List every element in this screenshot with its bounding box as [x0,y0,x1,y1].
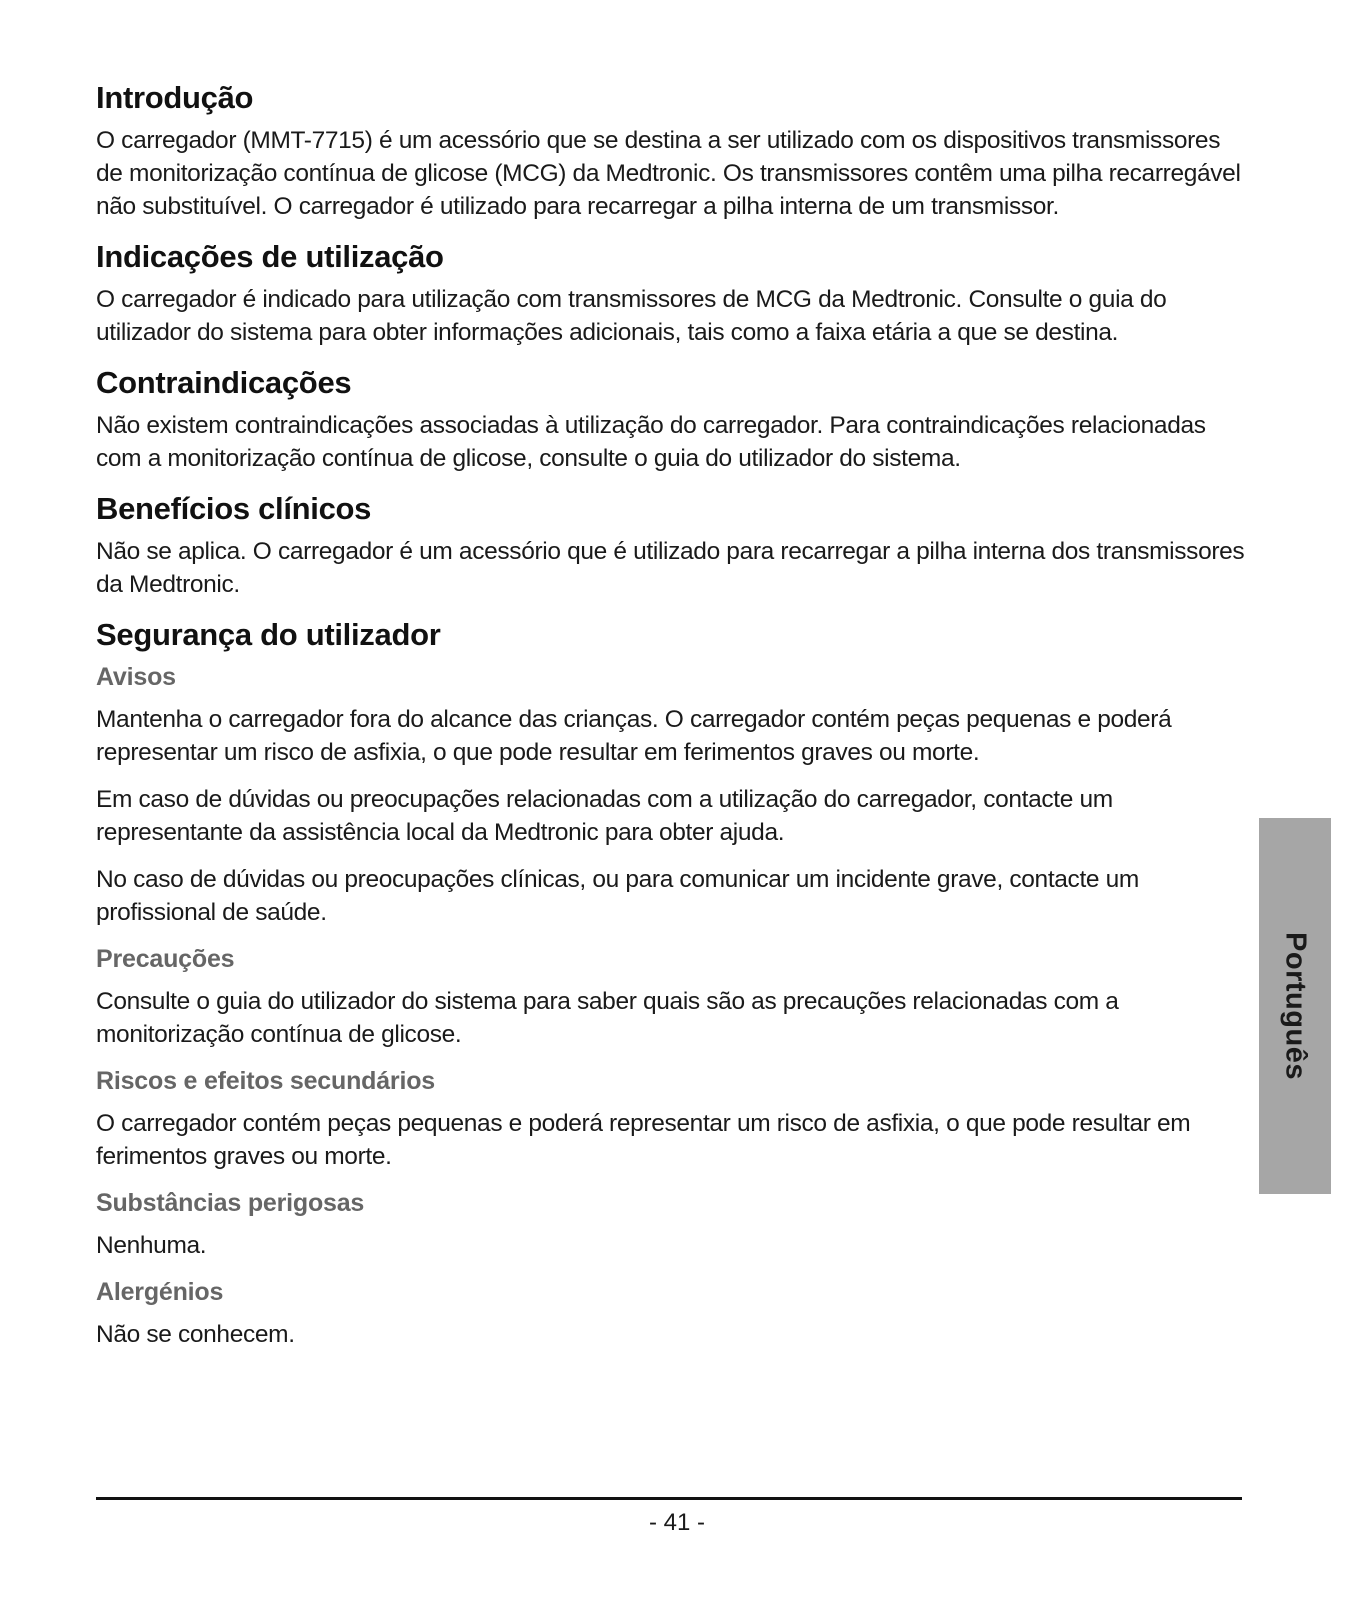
section-introduction [96,78,1246,223]
language-side-tab [1259,818,1331,1194]
paragraph-contraindications: Não existem contraindicações associadas à utilização do carregador. Para contraindicações relacionadas com a monitorização contínua de glicose, consulte o guia do utilizador do sistema. [96,412,1206,472]
paragraph-introduction: O carregador (MMT-7715) é um acessório que se destina a ser utilizado com os dispositivos transmissores de monitorização contínua de glicose (MCG) da Medtronic. Os transmissores contêm uma pilha recarregável não substituível. O carregador é utilizado para recarregar a pilha interna de um transmissor. [96,127,1241,220]
paragraph-warning-1: Mantenha o carregador fora do alcance das crianças. O carregador contém peças pequenas e poderá representar um risco de asfixia, o que pode resultar em ferimentos graves ou morte. [96,706,1172,766]
paragraph-indications: O carregador é indicado para utilização com transmissores de MCG da Medtronic. Consulte o guia do utilizador do sistema para obter informações adicionais, tais como a faixa etária a que se destina. [96,286,1167,346]
paragraph-clinical-benefits: Não se aplica. O carregador é um acessório que é utilizado para recarregar a pilha interna dos transmissores da Medtronic. [96,538,1245,598]
paragraph-warning-3: No caso de dúvidas ou preocupações clínicas, ou para comunicar um incidente grave, contacte um profissional de saúde. [96,866,1139,926]
footer-divider [96,1497,1242,1500]
document-body [96,78,1246,1365]
heading-contraindications: Contraindicações [96,365,352,400]
page-number: - 41 - [648,1509,705,1536]
subheading-precautions: Precauções [96,945,235,973]
heading-clinical-benefits: Benefícios clínicos [96,491,372,526]
paragraph-precautions: Consulte o guia do utilizador do sistema para saber quais são as precauções relacionadas com a monitorização contínua de glicose. [96,988,1119,1048]
section-clinical-benefits [96,489,1246,601]
heading-indications: Indicações de utilização [96,239,444,274]
paragraph-hazardous-substances: Nenhuma. [96,1232,207,1259]
heading-user-safety: Segurança do utilizador [96,617,441,652]
subheading-risks: Riscos e efeitos secundários [96,1067,435,1095]
section-user-safety [96,615,1246,1351]
subheading-allergens: Alergénios [96,1278,224,1306]
subheading-warnings: Avisos [96,663,176,691]
language-tab-label: Português [1279,932,1312,1080]
section-contraindications [96,363,1246,475]
paragraph-allergens: Não se conhecem. [96,1321,295,1348]
subheading-hazardous-substances: Substâncias perigosas [96,1189,365,1217]
paragraph-warning-2: Em caso de dúvidas ou preocupações relacionadas com a utilização do carregador, contacte um representante da assistência local da Medtronic para obter ajuda. [96,786,1113,846]
paragraph-risks: O carregador contém peças pequenas e poderá representar um risco de asfixia, o que pode resultar em ferimentos graves ou morte. [96,1110,1191,1170]
heading-introduction: Introdução [96,80,254,115]
section-indications [96,237,1246,349]
